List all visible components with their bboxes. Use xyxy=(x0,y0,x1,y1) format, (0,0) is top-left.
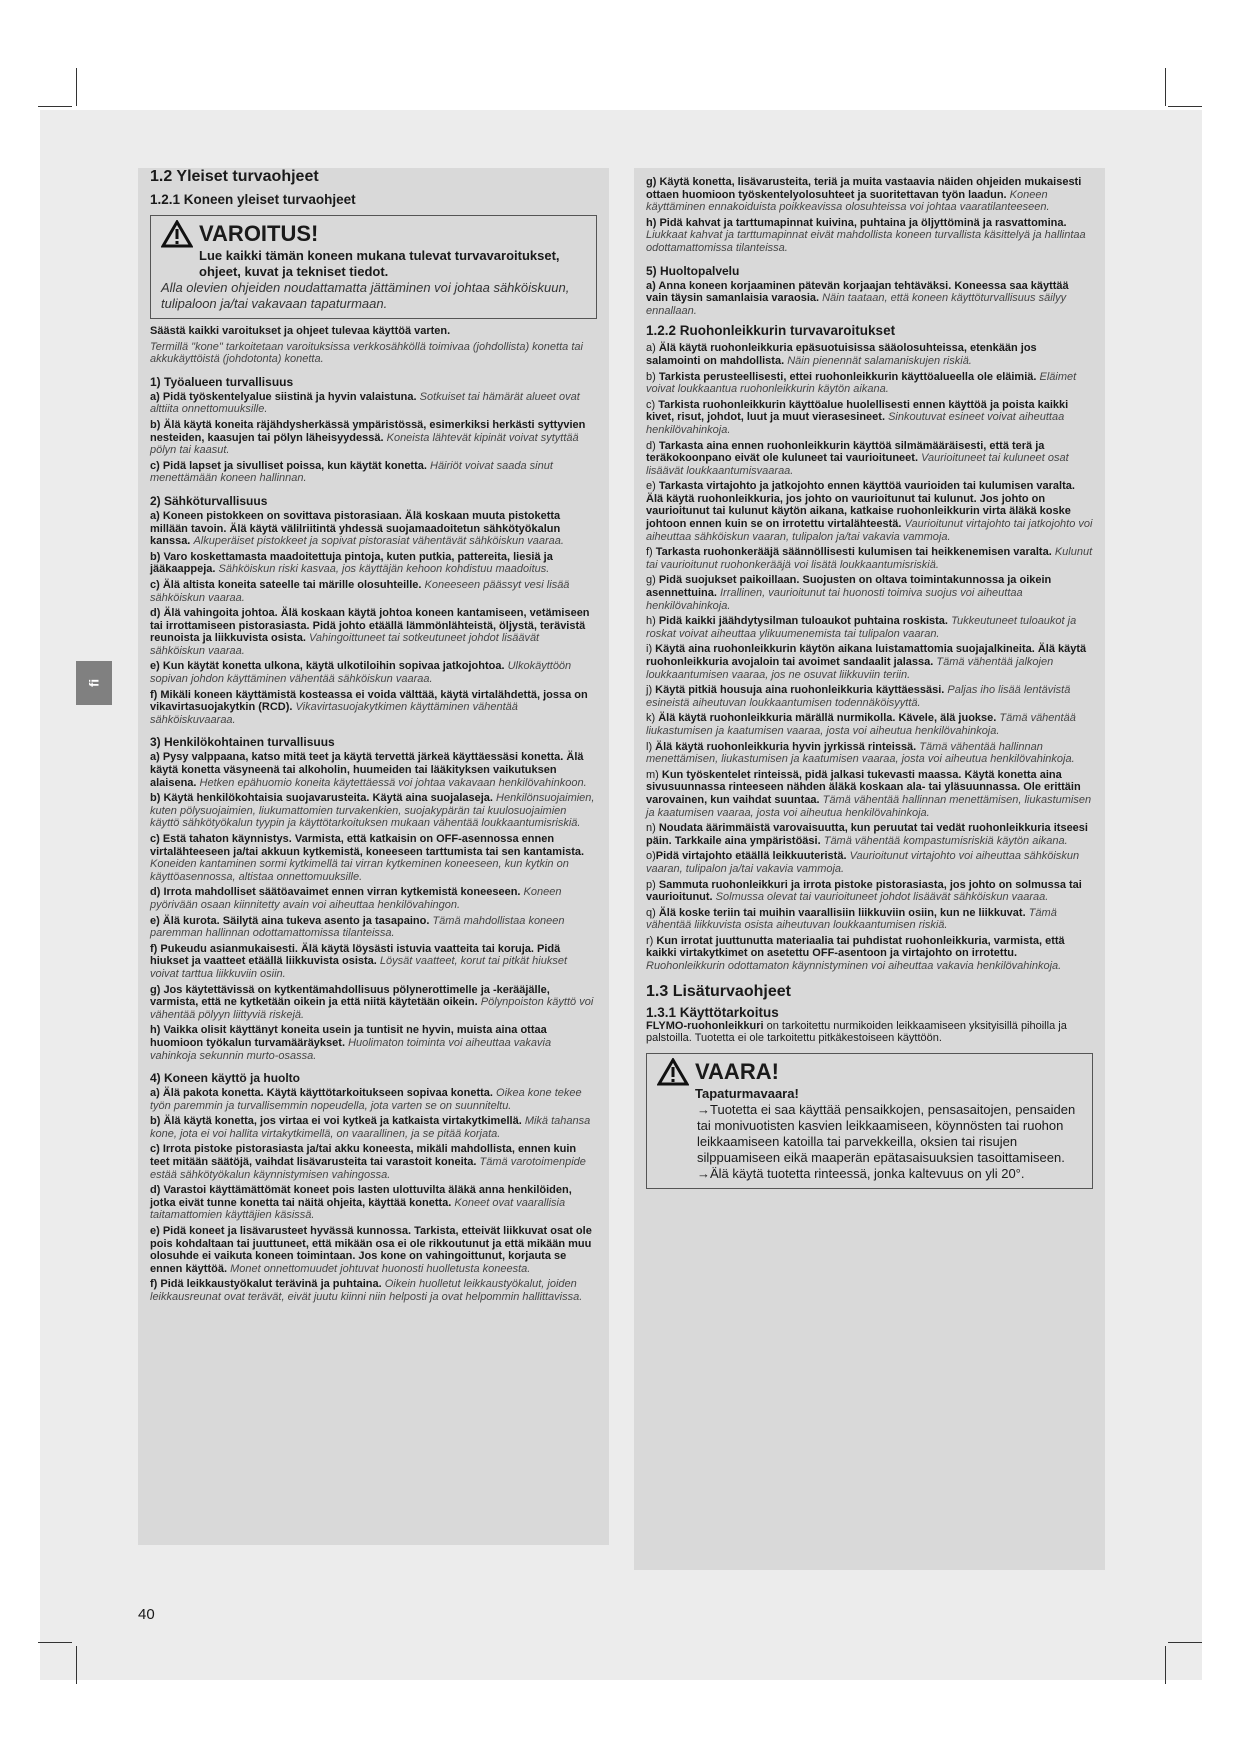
item-italic: Eläimet voivat loukkaantua ruohonleikkurin käytön aikana. xyxy=(646,370,1077,396)
item-bold: a) Älä pakota konetta. Käytä käyttötarkoitukseen sopivaa konetta. xyxy=(150,1087,493,1100)
language-tab-label: fi xyxy=(86,679,102,687)
item-bold: d) Irrota mahdolliset säätöavaimet ennen virran kytkemistä koneeseen. xyxy=(150,886,521,899)
item-bold: c) Älä altista koneita sateelle tai märille olosuhteille. xyxy=(150,578,422,591)
item-italic: Tämä vähentää hallinnan menettämisen, liukastumisen ja kaatumisen vaaraa, josta voi aiheutua henkilövahinkoja. xyxy=(646,793,1092,819)
section-heading: 1.2 Yleiset turvaohjeet xyxy=(150,168,319,185)
subsection-title: 3) Henkilökohtainen turvallisuus xyxy=(150,735,335,750)
item-italic: Tämä varotoimenpide estää sähkötyökalun käynnistymisen vahingossa. xyxy=(150,1156,586,1181)
item-bold: Kun työskentelet rinteissä, pidä jalkasi tukevasti maassa. Käytä konetta aina sivusuunnassa rinteeseen nähden äläkä koskaan ala- tai yläsuunnassa. Ole erittäin varovainen, kun vaihdat suuntaa. xyxy=(646,768,1081,806)
subsection-title: 5) Huoltopalvelu xyxy=(646,263,740,278)
item-bold: Sammuta ruohonleikkuri ja irrota pistoke pistorasiasta, jos johto on solmussa tai vaurioitunut. xyxy=(646,878,1082,904)
item-bold: Pidä kaikki jäähdytysilman tuloaukot puhtaina roskista. xyxy=(658,615,948,628)
item-bold: Pidä suojukset paikoillaan. Suojusten on oltava toimintakunnossa ja oikein asennettuina. xyxy=(646,574,1052,600)
item-bold: f) Pidä leikkaustyökalut terävinä ja puhtaina. xyxy=(150,1278,382,1291)
item-italic: Sähköiskun riski kasvaa, jos käyttäjän kehoon kohdistuu maadoitus. xyxy=(218,563,550,576)
crop-mark xyxy=(38,1642,72,1643)
item-bold: a) Koneen pistokkeen on sovittava pistorasiaan. Älä koskaan muuta pistoketta millään tavoin. Älä käytä välilriitintä yhdessä suojamaadoitetun sähkötyökalun kanssa. xyxy=(150,509,561,548)
crop-mark xyxy=(76,68,77,106)
item-italic: Vaurioituneet tai kuluneet osat lisäävät loukkaantumisvaaraa. xyxy=(646,452,1069,477)
item-bold: h) Pidä kahvat ja tarttumapinnat kuivina, puhtaina ja öljyttöminä ja rasvattomina. xyxy=(646,216,1067,229)
item-italic: Koneet ovat vaarallisia taitamattomien käyttäjien käsissä. xyxy=(150,1196,566,1222)
danger-item: →Älä käytä tuotetta rinteessä, jonka kaltevuus on yli 20°. xyxy=(697,1165,1025,1181)
item-bold: b) Käytä henkilökohtaisia suojavarusteita. Käytä aina suojalaseja. xyxy=(150,792,493,805)
item-bold: g) Jos käytettävissä on kytkentämahdollisuus pölynerottimelle ja -kerääjälle, varmista, että ne kytketään oikein ja että niitä käytetään oikein. xyxy=(150,983,550,1009)
item-italic: Näin taataan, että koneen käyttöturvallisuus säilyy ennallaan. xyxy=(646,292,1067,317)
subsection-heading: 1.2.2 Ruohonleikkurin turvavaroitukset xyxy=(646,323,896,339)
item-italic: Huolimaton toiminta voi aiheuttaa vakavia vahinkoja sekunnin murto-osassa. xyxy=(150,1036,552,1062)
danger-box xyxy=(646,1053,1093,1189)
item-italic: Ruohonleikkurin odottamaton käynnistyminen voi aiheuttaa vakavia henkilövahinkoja. xyxy=(646,960,1062,973)
item-bold: e) Kun käytät konetta ulkona, käytä ulkotiloihin sopivaa jatkojohtoa. xyxy=(150,660,505,673)
item-italic: Koneiden kantaminen sormi kytkimellä tai virran kytkeminen koneeseen, kun kytkin on käyttöasennossa, altistaa onnettomuuksille. xyxy=(150,858,569,883)
item-italic: Mikä tahansa kone, jota ei voi hallita virtakytkimellä, on vaarallinen, ja se pitää korjata. xyxy=(150,1115,591,1140)
item-bold: b) Älä käytä koneita räjähdysherkässä ympäristössä, esimerkiksi herkästi syttyvien nesteiden, kaasujen tai pölyn läheisyydessä. xyxy=(150,418,586,444)
subsection-title: 1) Työalueen turvallisuus xyxy=(150,374,294,389)
item-italic: Sinkoutuvat esineet voivat aiheuttaa henkilövahinkoja. xyxy=(646,411,1065,436)
para-bold: Säästä kaikki varoitukset ja ohjeet tulevaa käyttöä varten. xyxy=(150,325,451,337)
item-italic: Tämä vähentää liikkuvista osista aiheutuvan loukkaantumisen riskiä. xyxy=(646,906,1057,932)
item-bold: Älä käytä ruohonleikkuria hyvin jyrkissä rinteissä. xyxy=(655,740,917,753)
item-italic: Vaurioitunut virtajohto tai jatkojohto voi aiheuttaa sähköiskun vaaran, tulipalon ja/tai vakavia vammoja. xyxy=(646,518,1093,543)
item-bold: b) Varo koskettamasta maadoitettuja pintoja, kuten putkia, pattereita, liesiä ja jääkaappeja. xyxy=(150,550,553,576)
warning-italic-text: Alla olevien ohjeiden noudattamatta jättäminen voi johtaa sähköiskuun, tulipaloon ja/tai vakavaan tapaturmaan. xyxy=(161,280,570,311)
warning-triangle-icon xyxy=(161,220,193,248)
item-bold: Tarkasta ruohonkerääjä säännöllisesti kulumisen tai heikkenemisen varalta. xyxy=(655,546,1052,559)
warning-box xyxy=(150,215,597,319)
item-bold: c) Irrota pistoke pistorasiasta ja/tai akku koneesta, mikäli mahdollista, ennen kuin teet mitään säätöjä, vaihdat lisävarusteita tai varastoit koneita. xyxy=(150,1143,577,1169)
item-bold: a) Pidä työskentelyalue siistinä ja hyvin valaistuna. xyxy=(150,390,417,403)
item-bold: g) Käytä konetta, lisävarusteita, teriä ja muita vastaavia näiden ohjeiden mukaisesti ottaen huomioon työskentelyolosuhteet ja suoritettavan työn laadun. xyxy=(646,176,1082,201)
item-bold: Pidä virtajohto etäällä leikkuuteristä. xyxy=(655,850,847,863)
danger-subtitle: Tapaturmavaara! xyxy=(695,1085,799,1101)
usage-text: on tarkoitettu nurmikoiden leikkaamiseen yksityisillä pihoilla ja palstoilla. Tuotetta ei ole tarkoitettu pitkäkestoiseen käyttöön. xyxy=(646,1019,1067,1045)
item-italic: Tämä vähentää jalkojen loukkaantumisen vaaraa, jos ne osuvat liikkuviin teriin. xyxy=(646,656,1054,681)
product-name: FLYMO-ruohonleikkuri xyxy=(646,1019,764,1032)
item-italic: Tukkeutuneet tuloaukot ja roskat voivat aiheuttaa ylikuumenemista tai tulipalon vaaran. xyxy=(646,615,1077,640)
item-italic: Monet onnettomuudet johtuvat huonosti huolletusta koneesta. xyxy=(230,1262,531,1275)
item-italic: Sotkuiset tai hämärät alueet ovat alttiita onnettomuuksille. xyxy=(150,390,580,416)
item-bold: c) Estä tahaton käynnistys. Varmista, että katkaisin on OFF-asennossa ennen virtalähteeseen ja/tai akkuun kytkemistä, koneeseen tarttumista tai sen kantamista. xyxy=(150,833,585,858)
item-italic: Oikea kone tekee työn paremmin ja turvallisemmin nopeudella, jota varten se on suunniteltu. xyxy=(150,1087,582,1112)
item-bold: Kun irrotat juuttunutta materiaalia tai puhdistat ruohonleikkuria, varmista, että kaikki virtakytkimet on asetettu OFF-asentoon ja virtajohto on irrotettu. xyxy=(646,934,1065,960)
item-italic: Ulkokäyttöön sopivan johdon käyttäminen vähentää sähköiskun vaaraa. xyxy=(150,660,572,686)
danger-item: →Tuotetta ei saa käyttää pensaikkojen, pensasaitojen, pensaiden tai monivuotisten kasvien leikkaamiseen, köynnösten tai ruohon leikkaamiseen katoilla tai parvekkeilla, oksien tai risujen silppuamiseen eikä maaperän epätasaisuuksien tasoittamiseen. xyxy=(697,1101,1076,1165)
item-italic: Solmussa olevat tai vaurioituneet johdot lisäävät sähköiskun vaaraa. xyxy=(715,891,1049,904)
item-bold: f) Pukeudu asianmukaisesti. Älä käytä löysästi istuvia vaatteita tai koruja. Pidä hiukset ja vaatteet etäällä liikkuvista osista. xyxy=(150,942,561,968)
page-number: 40 xyxy=(138,1606,155,1623)
danger-title: VAARA! xyxy=(695,1058,779,1084)
item-bold: f) Mikäli koneen käyttämistä kosteassa ei voida välttää, käytä virtalähdettä, jossa on vikavirtasuojakytkin (RCD). xyxy=(150,688,588,714)
item-bold: h) Vaikka olisit käyttänyt koneita usein ja tuntisit ne hyvin, muista aina ottaa huomioon työkalun turvamääräykset. xyxy=(150,1024,547,1049)
item-italic: Henkilönsuojaimien, kuten pölysuojaimien, liukumattomien turvakenkien, suojakypärän tai kuulosuojaimien käyttö sähkötyökalun tyypin ja käyttötarkoituksen mukaan vähentää loukkaantumisriskiä. xyxy=(150,792,595,830)
item-italic: Alkuperäiset pistokkeet ja sopivat pistorasiat vähentävät sähköiskun vaaraa. xyxy=(193,535,564,548)
item-bold: Tarkasta virtajohto ja jatkojohto ennen käyttöä vaurioiden tai kulumisen varalta. Älä käytä ruohonleikkuria, jos johto on vaurioitunut tai kulunut. Jos johto on vaurioitunut tai kulunut käytön aikana, katkaise ruohonleikkurin virta äläkä koske johtoon ennen kuin se on irrotettu virtalähteestä. xyxy=(646,480,1075,531)
section-heading: 1.3 Lisäturvaohjeet xyxy=(646,982,791,1000)
item-italic: Häiriöt voivat saada sinut menettämään koneen hallinnan. xyxy=(150,459,553,485)
item-bold: Älä käytä ruohonleikkuria märällä nurmikolla. Kävele, älä juokse. xyxy=(658,712,997,725)
item-bold: Tarkasta aina ennen ruohonleikkurin käyttöä silmämääräisesti, että terä ja teräkokoonpano eivät ole kuluneet tai vaurioituneet. xyxy=(646,439,1045,465)
item-italic: Koneista lähtevät kipinät voivat sytyttää pölyn tai kaasut. xyxy=(150,431,579,457)
item-italic: Liukkaat kahvat ja tarttumapinnat eivät mahdollista koneen turvallista käsittelyä ja hallintaa odottamattomissa tilanteissa. xyxy=(646,229,1086,254)
item-italic: Vaurioitunut virtajohto voi aiheuttaa sähköiskun vaaran, tulipalon ja/tai vakavia vammoja. xyxy=(646,850,1080,875)
item-bold: c) Pidä lapset ja sivulliset poissa, kun käytät konetta. xyxy=(150,459,427,472)
item-italic: Vahingoittuneet tai sotkeutuneet johdot lisäävät sähköiskun vaaraa. xyxy=(150,632,540,657)
item-italic: Tämä vähentää liukastumisen ja kaatumisen vaaraa, josta voi aiheutua henkilövahinkoja. xyxy=(646,712,1076,737)
item-italic: Tämä vähentää kompastumisriskiä käytön aikana. xyxy=(823,834,1068,847)
item-italic: Näin pienennät salamaniskujen riskiä. xyxy=(787,354,972,367)
item-bold: a) Pysy valppaana, katso mitä teet ja käytä tervettä järkeä käyttäessäsi konetta. Älä käytä konetta väsyneenä tai alkoholin, huumeiden tai lääkityksen vaikutuksen alaisena. xyxy=(150,751,584,789)
item-bold: e) Pidä koneet ja lisävarusteet hyvässä kunnossa. Tarkista, etteivät liikkuvat osat ole pois kohdaltaan tai juuttuneet, että mikään osa ei ole rikkoutunut ja että mikään muu olosuhde ei vaikuta koneen toimintaan. Jos kone on vahingoittunut, korjauta se ennen käyttöä. xyxy=(150,1225,592,1275)
item-italic: Koneen pyörivään osaan kiinnitetty avain voi aiheuttaa henkilövahingon. xyxy=(150,886,562,911)
item-bold: e) Älä kurota. Säilytä aina tukeva asento ja tasapaino. xyxy=(150,914,430,927)
subsection-title: 2) Sähköturvallisuus xyxy=(150,493,268,508)
item-italic: Tämä vähentää hallinnan menettämisen, liukastumisen ja kaatumisen vaaraa, josta voi aiheutua henkilövahinkoja. xyxy=(646,740,1075,766)
item-bold: d) Älä vahingoita johtoa. Älä koskaan käytä johtoa koneen kantamiseen, vetämiseen tai irrottamiseen pistorasiasta. Pidä johto etäällä lämmönlähteistä, öljystä, terävistä reunoista ja liikkuvista osista. xyxy=(150,607,590,645)
language-tab xyxy=(76,661,112,705)
subsection-heading: 1.3.1 Käyttötarkoitus xyxy=(646,1004,779,1020)
item-bold: Noudata äärimmäistä varovaisuutta, kun peruutat tai vedät ruohonleikkuria itseesi päin. Tarkkaile aina ympäristöäsi. xyxy=(646,822,1088,847)
item-italic: Koneen käyttäminen ennakoiduista poikkeavissa olosuhteissa voi johtaa vaaratilanteeseen. xyxy=(646,188,1050,214)
item-bold: Älä käytä ruohonleikkuria epäsuotuisissa sääolosuhteissa, etenkään jos salamointi on mahdollista. xyxy=(646,342,1037,367)
crop-mark xyxy=(38,106,72,107)
item-italic: Hetken epähuomio koneita käytettäessä voi johtaa vakavaan henkilövahinkoon. xyxy=(199,776,587,789)
crop-mark xyxy=(1168,1642,1202,1643)
item-bold: Käytä pitkiä housuja aina ruohonleikkuria käyttäessäsi. xyxy=(655,684,945,697)
item-italic: Paljas iho lisää lentävistä esineistä aiheutuvan loukkaantumisen todennäköisyyttä. xyxy=(646,684,1071,709)
right-column: g) Käytä konetta, lisävarusteita, teriä ja muita vastaavia näiden ohjeiden mukaisesti ottaen huomioon työskentelyolosuhteet ja suoritettavan työn laadun. Koneen käyttäminen ennakoiduista poikkeavissa olosuhteissa voi johtaa vaaratilanteeseen. h) Pidä kahvat ja tarttumapinnat kuivina, puhtaina ja öljyttöminä ja rasvattomina. Liukkaat kahvat ja tarttumapinnat eivät mahdollista koneen turvallista käsittelyä ja hallintaa odottamattomissa tilanteissa. 5) Huoltopalvelu a) Anna koneen korjaaminen pätevän korjaajan tehtäväksi. Koneessa saa käyttää vain täysin samanlaisia varaosia. Näin taataan, että koneen käyttöturvallisuus säilyy ennallaan. 1.2.2 Ruohonleikkurin turvavaroitukset a) Älä käytä ruohonleikkuria epäsuotuisissa sääolosuhteissa, etenkään jos salamointi on mahdollista. Näin pienennät salamaniskujen riskiä. b) Tarkista perusteellisesti, ettei ruohonleikkurin käyttöalueella ole eläimiä. Eläimet voivat loukkaantua ruohonleikkurin käytön aikana. c) Tarkista ruohonleikkurin käyttöalue huolellisesti ennen käyttöä ja poista kaikki kivet, risut, johdot, luut ja muut vierasesineet. Sinkoutuvat esineet voivat aiheuttaa henkilövahinkoja. d) Tarkasta aina ennen ruohonleikkurin käyttöä silmämääräisesti, että terä ja teräkokoonpano eivät ole kuluneet tai vaurioituneet. Vaurioituneet tai kuluneet osat lisäävät loukkaantumisvaaraa. e) Tarkasta virtajohto ja jatkojohto ennen käyttöä vaurioiden tai kulumisen varalta. Älä käytä ruohonleikkuria, jos johto on vaurioitunut tai kulunut. Jos johto on vaurioitunut tai kulunut käytön aikana, katkaise ruohonleikkurin virta äläkä koske johtoon ennen kuin se on irrotettu virtalähteestä. Vaurioitunut virtajohto tai jatkojohto voi aiheuttaa sähköiskun vaaran, tulipalon ja/tai vakavia vammoja. f) Tarkasta ruohonkerääjä säännöllisesti kulumisen tai heikkenemisen varalta. Kulunut tai vaurioitunut ruohonkerääjä voi lisätä loukkaantumisriskiä. g) Pidä suojukset paikoillaan. Suojusten on oltava toimintakunnossa ja oikein asennettuina. Irrallinen, vaurioitunut tai huonosti toimiva suojus voi aiheuttaa henkilövahinkoja. h) Pidä kaikki jäähdytysilman tuloaukot puhtaina roskista. Tukkeutuneet tuloaukot ja roskat voivat aiheuttaa ylikuumenemista tai tulipalon vaaran. i) Käytä aina ruohonleikkurin käytön aikana luistamattomia suojajalkineita. Älä käytä ruohonleikkuria avojaloin tai avoimet sandaalit jalassa. Tämä vähentää jalkojen loukkaantumisen vaaraa, jos ne osuvat liikkuviin teriin. j) Käytä pitkiä housuja aina ruohonleikkuria käyttäessäsi. Paljas iho lisää lentävistä esineistä aiheutuvan loukkaantumisen todennäköisyyttä. k) Älä käytä ruohonleikkuria märällä nurmikolla. Kävele, älä juokse. Tämä vähentää liukastumisen ja kaatumisen vaaraa, josta voi aiheutua henkilövahinkoja. l) Älä käytä ruohonleikkuria hyvin jyrkissä rinteissä. Tämä vähentää hallinnan menettämisen, liukastumisen ja kaatumisen vaaraa, josta voi aiheutua henkilövahinkoja. m) Kun työskentelet rinteissä, pidä jalkasi tukevasti maassa. Käytä konetta aina sivusuunnassa rinteeseen nähden äläkä koskaan ala- tai yläsuunnassa. Ole erittäin varovainen, kun vaihdat suuntaa. Tämä vähentää hallinnan menettämisen, liukastumisen ja kaatumisen vaaraa, josta voi aiheutua henkilövahinkoja. n) Noudata äärimmäistä varovaisuutta, kun peruutat tai vedät ruohonleikkuria itseesi päin. Tarkkaile aina ympäristöäsi. Tämä vähentää kompastumisriskiä käytön aikana. o)Pidä virtajohto etäällä leikkuuteristä. Vaurioitunut virtajohto voi aiheuttaa sähköiskun vaaran, tulipalon ja/tai vakavia vammoja. p) Sammuta ruohonleikkuri ja irrota pistoke pistorasiasta, jos johto on solmussa tai vaurioitunut. Solmussa olevat tai vaurioituneet johdot lisäävät sähköiskun vaaraa. q) Älä koske teriin tai muihin vaarallisiin liikkuviin osiin, kun ne liikkuvat. Tämä vähentää liikkuvista osista aiheutuvan loukkaantumisen riskiä. r) Kun irrotat juuttunutta materiaalia tai puhdistat ruohonleikkuria, varmista, että kaikki virtakytkimet on asetettu OFF-asentoon ja virtajohto on irrotettu. Ruohonleikkurin odottamaton käynnistyminen voi aiheuttaa vakavia henkilövahinkoja. 1.3 Lisäturvaohjeet 1.3.1 Käyttötarkoitus FLYMO-ruohonleikkuri on tarkoitettu nurmikoiden leikkaamiseen yksityisillä pihoilla ja palstoilla. Tuotetta ei ole tarkoitettu pitkäkestoiseen käyttöön. VAARA! Tapaturmavaara! →Tuotetta ei saa käyttää pensaikkojen, pensasaitojen, pensaiden tai monivuotisten kasvien leikkaamiseen, köynnösten tai ruohon leikkaamiseen katoilla tai parvekkeilla, oksien tai risujen silppuamiseen eikä maaperän epätasaisuuksien tasoittamiseen. →Älä käytä tuotetta rinteessä, jonka kaltevuus on yli 20°. xyxy=(634,168,1105,1570)
item-italic: Pölynpoiston käyttö voi vähentää pölyyn liittyviä riskejä. xyxy=(150,996,594,1021)
subsection-heading: 1.2.1 Koneen yleiset turvaohjeet xyxy=(150,192,356,207)
crop-mark xyxy=(76,1646,77,1684)
crop-mark xyxy=(1168,106,1202,107)
item-bold: b) Älä käytä konetta, jos virtaa ei voi kytkeä ja katkaista virtakytkimellä. xyxy=(150,1115,522,1128)
item-italic: Irrallinen, vaurioitunut tai huonosti toimiva suojus voi aiheuttaa henkilövahinkoja. xyxy=(646,587,1023,612)
warning-triangle-icon xyxy=(657,1058,689,1086)
item-italic: Tämä mahdollistaa koneen paremman hallinnan odottamattomissa tilanteissa. xyxy=(150,914,565,940)
item-bold: d) Varastoi käyttämättömät koneet pois lasten ulottuvilta äläkä anna henkilöiden, jotka eivät tunne konetta tai näitä ohjeita, käyttää konetta. xyxy=(150,1184,572,1209)
left-column xyxy=(138,168,609,1545)
crop-mark xyxy=(1165,1646,1166,1684)
warning-bold-text: Lue kaikki tämän koneen mukana tulevat turvavaroitukset, ohjeet, kuvat ja tekniset tiedot. xyxy=(199,248,560,279)
item-bold: Tarkista ruohonleikkurin käyttöalue huolellisesti ennen käyttöä ja poista kaikki kivet, risut, johdot, luut ja muut vierasesineet. xyxy=(646,398,1069,424)
item-bold: Käytä aina ruohonleikkurin käytön aikana luistamattomia suojajalkineita. Älä käytä ruohonleikkuria avojaloin tai avoimet sandaalit jalassa. xyxy=(646,643,1087,668)
subsection-title: 4) Koneen käyttö ja huolto xyxy=(150,1071,301,1086)
warning-title: VAROITUS! xyxy=(199,221,319,246)
crop-mark xyxy=(1165,68,1166,106)
item-italic: Oikein huolletut leikkaustyökalut, joiden leikkausreunat ovat terävät, eivät juutu kiinni niin helposti ja ovat helpommin hallittavissa. xyxy=(150,1278,583,1303)
item-italic: Vikavirtasuojakytkimen käyttäminen vähentää sähköiskuvaaraa. xyxy=(150,701,518,726)
item-bold: Tarkista perusteellisesti, ettei ruohonleikkurin käyttöalueella ole eläimiä. xyxy=(658,370,1037,383)
para-italic: Termillä "kone" tarkoitetaan varoituksissa verkkosähköllä toimivaa (johdollista) konetta tai akkukäyttöistä (johdotonta) konetta. xyxy=(150,340,583,366)
item-italic: Kulunut tai vaurioitunut ruohonkerääjä voi lisätä loukkaantumisriskiä. xyxy=(646,546,1093,571)
item-italic: Koneeseen päässyt vesi lisää sähköiskun vaaraa. xyxy=(150,578,570,604)
item-bold: Älä koske teriin tai muihin vaarallisiin liikkuviin osiin, kun ne liikkuvat. xyxy=(658,906,1026,919)
item-italic: Löysät vaatteet, korut tai pitkät hiukset voivat tarttua liikkuviin osiin. xyxy=(150,955,568,980)
item-bold: a) Anna koneen korjaaminen pätevän korjaajan tehtäväksi. Koneessa saa käyttää vain täysin samanlaisia varaosia. xyxy=(646,279,1069,305)
